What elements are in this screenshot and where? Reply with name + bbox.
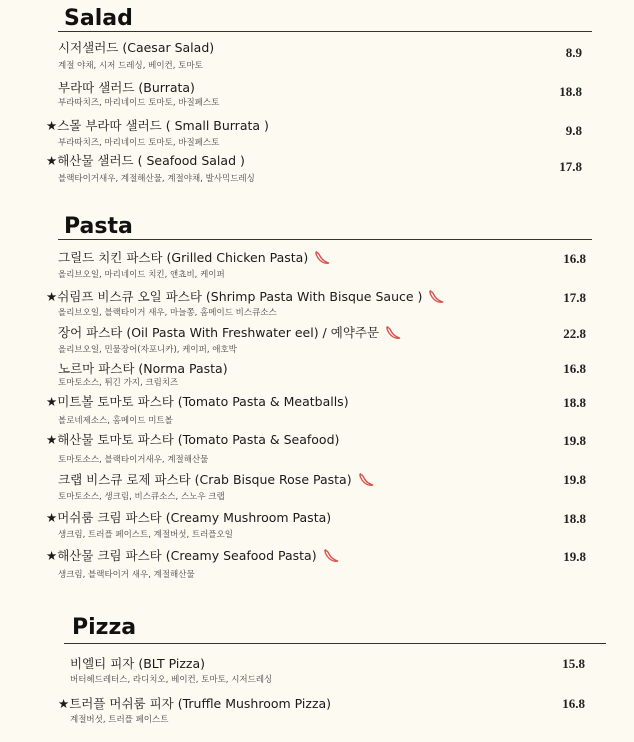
item-name-text: ★해산물 크림 파스타 (Creamy Seafood Pasta) xyxy=(46,548,317,563)
chili-pepper-icon xyxy=(385,326,401,340)
item-name xyxy=(58,250,330,266)
item-description: 올리브오일, 민물장어(자포니카), 케이퍼, 애호박 xyxy=(58,345,237,355)
item-name: ★머쉬룸 크림 파스타 (Creamy Mushroom Pasta) xyxy=(46,510,332,525)
item-description: 블랙타이거새우, 계절해산물, 계절야채, 발사믹드레싱 xyxy=(58,174,255,184)
section-title-salad: Salad xyxy=(64,6,133,31)
item-name: ★미트볼 토마토 파스타 (Tomato Pasta & Meatballs) xyxy=(46,394,349,409)
section-divider-salad xyxy=(58,31,592,32)
section-title-pizza: Pizza xyxy=(72,615,137,640)
item-description: 버터헤드레터스, 라디치오, 베이컨, 토마토, 시저드레싱 xyxy=(70,675,273,685)
item-price: 16.8 xyxy=(563,251,586,266)
chili-pepper-icon xyxy=(314,251,330,265)
item-price: 19.8 xyxy=(563,549,586,564)
item-name: 노르마 파스타 (Norma Pasta) xyxy=(58,361,228,376)
item-description: 토마토소스, 튀긴 가지, 크림치즈 xyxy=(58,378,179,388)
section-title-pasta: Pasta xyxy=(64,214,133,239)
section-divider-pizza xyxy=(64,643,606,644)
item-description: 부라따치즈, 마리네이드 토마토, 바질페스토 xyxy=(58,138,220,148)
item-price: 22.8 xyxy=(563,326,586,341)
item-name xyxy=(46,289,444,305)
item-price: 8.9 xyxy=(565,45,582,60)
item-description: 부라따치즈, 마리네이드 토마토, 바질페스토 xyxy=(58,98,220,108)
item-name-text: 그릴드 치킨 파스타 (Grilled Chicken Pasta) xyxy=(58,250,309,265)
item-price: 16.8 xyxy=(563,361,586,376)
item-name: ★해산물 샐러드 ( Seafood Salad ) xyxy=(46,153,245,168)
item-description: 토마토소스, 생크림, 비스큐소스, 스노우 크랩 xyxy=(58,492,225,502)
item-name-text: ★쉬림프 비스큐 오일 파스타 (Shrimp Pasta With Bisque Sauce ) xyxy=(46,289,423,304)
item-price: 19.8 xyxy=(563,472,586,487)
item-price: 16.8 xyxy=(562,696,585,711)
chili-pepper-icon xyxy=(428,290,444,304)
item-name xyxy=(58,472,374,488)
item-price: 18.8 xyxy=(563,395,586,410)
item-description: 계절 야채, 시저 드레싱, 베이컨, 토마토 xyxy=(58,61,203,71)
item-name: 부라따 샐러드 (Burrata) xyxy=(58,80,195,95)
chili-pepper-icon xyxy=(323,549,339,563)
item-price: 9.8 xyxy=(565,123,582,138)
item-description: 생크림, 트러플 페이스트, 계절버섯, 트러플오일 xyxy=(58,530,233,540)
item-name: ★스몰 부라따 샐러드 ( Small Burrata ) xyxy=(46,118,269,133)
item-description: 올리브오일, 블랙타이거 새우, 마늘쫑, 홈메이드 비스큐소스 xyxy=(58,308,277,318)
section-divider-pasta xyxy=(58,239,592,240)
item-name xyxy=(58,325,401,341)
item-price: 17.8 xyxy=(563,290,586,305)
item-name: ★트러플 머쉬룸 피자 (Truffle Mushroom Pizza) xyxy=(58,696,332,711)
item-name: ★해산물 토마토 파스타 (Tomato Pasta & Seafood) xyxy=(46,432,340,447)
item-price: 18.8 xyxy=(563,511,586,526)
item-price: 18.8 xyxy=(559,84,582,99)
item-name-text: 크랩 비스큐 로제 파스타 (Crab Bisque Rose Pasta) xyxy=(58,472,352,487)
item-description: 생크림, 블랙타이거 새우, 계절해산물 xyxy=(58,570,195,580)
item-name: 비엘티 피자 (BLT Pizza) xyxy=(70,656,206,671)
item-description: 볼로네제소스, 홈메이드 미트볼 xyxy=(58,416,173,426)
item-description: 토마토소스, 블랙타이거새우, 계절해산물 xyxy=(58,455,209,465)
item-name xyxy=(46,548,339,564)
item-description: 올리브오일, 마리네이드 치킨, 앤쵸비, 케이퍼 xyxy=(58,270,225,280)
item-price: 19.8 xyxy=(563,433,586,448)
chili-pepper-icon xyxy=(358,473,374,487)
item-name-text: 장어 파스타 (Oil Pasta With Freshwater eel) / 예약주문 xyxy=(58,325,380,340)
item-name: 시저샐러드 (Caesar Salad) xyxy=(58,40,215,55)
item-description: 계절버섯, 트러플 페이스트 xyxy=(70,715,169,725)
item-price: 15.8 xyxy=(562,656,585,671)
item-price: 17.8 xyxy=(559,159,582,174)
